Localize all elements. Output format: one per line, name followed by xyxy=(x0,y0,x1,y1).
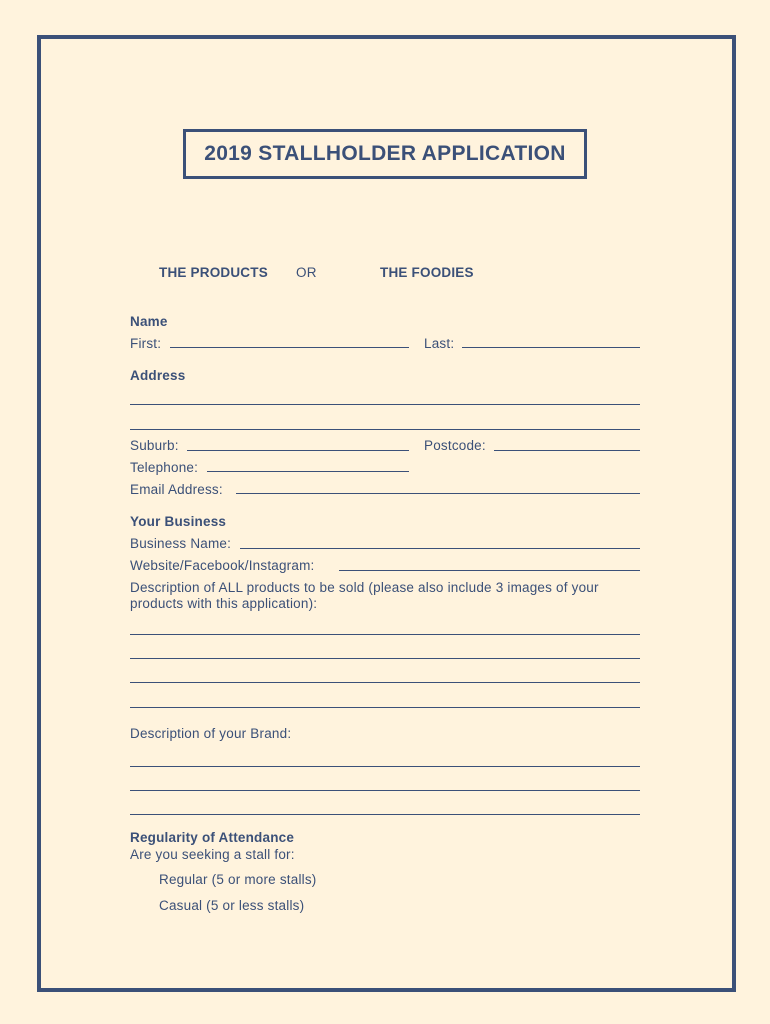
suburb-label: Suburb: xyxy=(130,438,179,453)
last-name-label: Last: xyxy=(424,336,455,351)
attendance-question: Are you seeking a stall for: xyxy=(130,847,295,862)
category-option-products[interactable]: THE PRODUCTS xyxy=(159,265,268,280)
attendance-option-regular[interactable]: Regular (5 or more stalls) xyxy=(159,872,317,887)
page-title: 2019 STALLHOLDER APPLICATION xyxy=(183,129,587,179)
brand-description-line-3[interactable] xyxy=(130,814,640,815)
brand-description-label: Description of your Brand: xyxy=(130,726,292,741)
address-heading: Address xyxy=(130,368,186,383)
business-name-field[interactable] xyxy=(240,548,640,549)
business-heading: Your Business xyxy=(130,514,227,529)
email-field[interactable] xyxy=(236,493,640,494)
first-name-field[interactable] xyxy=(170,347,409,348)
address-line-1-field[interactable] xyxy=(130,404,640,405)
telephone-field[interactable] xyxy=(207,471,409,472)
attendance-option-casual[interactable]: Casual (5 or less stalls) xyxy=(159,898,305,913)
products-description-line-3[interactable] xyxy=(130,682,640,683)
brand-description-line-1[interactable] xyxy=(130,766,640,767)
products-description-line-1[interactable] xyxy=(130,634,640,635)
email-label: Email Address: xyxy=(130,482,223,497)
postcode-field[interactable] xyxy=(494,450,640,451)
website-label: Website/Facebook/Instagram: xyxy=(130,558,315,573)
suburb-field[interactable] xyxy=(187,450,409,451)
products-description-label: Description of ALL products to be sold (please also include 3 images of your products with this application): xyxy=(130,580,599,611)
brand-description-line-2[interactable] xyxy=(130,790,640,791)
first-name-label: First: xyxy=(130,336,162,351)
address-line-2-field[interactable] xyxy=(130,429,640,430)
products-description-line-2[interactable] xyxy=(130,658,640,659)
category-separator: OR xyxy=(296,265,317,280)
category-option-foodies[interactable]: THE FOODIES xyxy=(380,265,474,280)
telephone-label: Telephone: xyxy=(130,460,199,475)
name-heading: Name xyxy=(130,314,168,329)
business-name-label: Business Name: xyxy=(130,536,232,551)
website-field[interactable] xyxy=(339,570,640,571)
last-name-field[interactable] xyxy=(462,347,640,348)
products-description-line-4[interactable] xyxy=(130,707,640,708)
attendance-heading: Regularity of Attendance xyxy=(130,830,295,845)
postcode-label: Postcode: xyxy=(424,438,486,453)
